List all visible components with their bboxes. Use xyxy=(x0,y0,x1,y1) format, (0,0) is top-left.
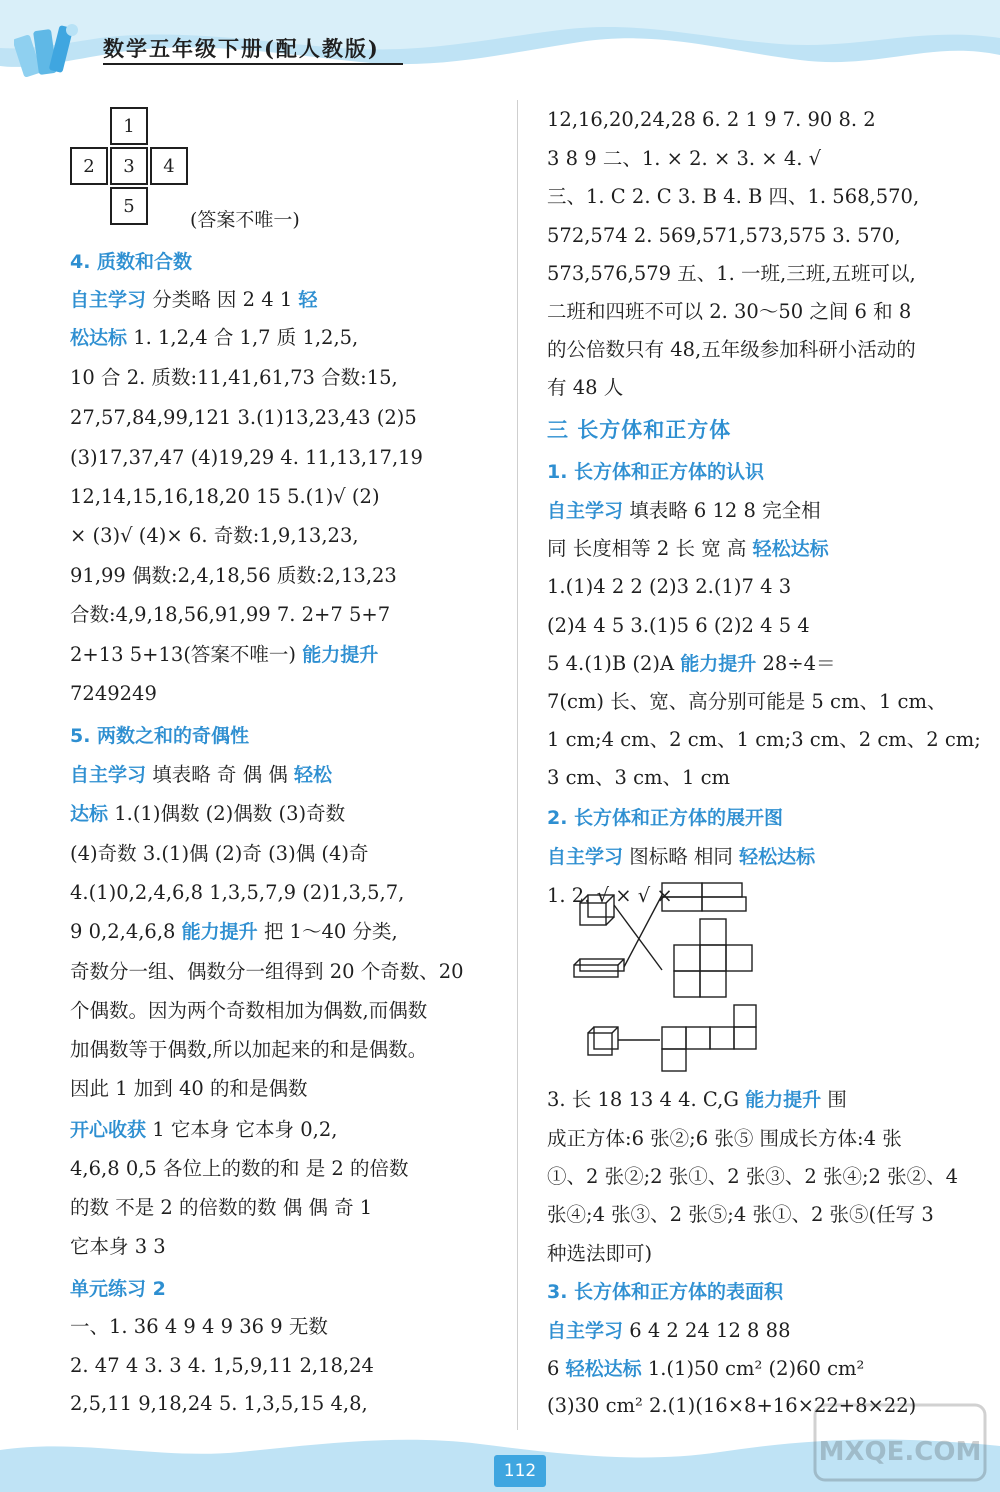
answer-line xyxy=(547,1088,847,1112)
answer-line xyxy=(547,147,821,171)
answer-text: 三、1. C 2. C 3. B 4. B 四、1. 568,570, xyxy=(547,185,920,208)
net-cell-3: 3 xyxy=(110,147,148,185)
answer-text: (4)奇数 3.(1)偶 (2)奇 (3)偶 (4)奇 xyxy=(70,842,369,865)
answer-text: (2)4 4 5 3.(1)5 6 (2)2 4 5 4 xyxy=(547,614,810,637)
answer-line xyxy=(547,806,783,830)
answer-text: 的数 不是 2 的倍数的数 偶 偶 奇 1 xyxy=(70,1196,373,1219)
answer-text: 个偶数。因为两个奇数相加为偶数,而偶数 xyxy=(70,999,428,1022)
section-keyword: 开心收获 xyxy=(70,1119,147,1141)
section-keyword: 自主学习 xyxy=(547,1320,624,1342)
header-title: 数学五年级下册(配人教版) xyxy=(103,36,380,61)
answer-text: 5 4.(1)B (2)A xyxy=(547,652,681,675)
answer-text: 2. 47 4 3. 3 4. 1,5,9,11 2,18,24 xyxy=(70,1354,374,1377)
net-cell-4: 4 xyxy=(150,147,188,185)
answer-text: 2+13 5+13(答案不唯一) xyxy=(70,643,303,666)
answer-line xyxy=(547,460,764,484)
answer-text: 围 xyxy=(821,1088,847,1111)
answer-text: 1 它本身 它本身 0,2, xyxy=(146,1118,338,1141)
answer-text: 因此 1 加到 40 的和是偶数 xyxy=(70,1077,308,1100)
net-cell-2: 2 xyxy=(70,147,108,185)
answer-text: 7249249 xyxy=(70,682,157,705)
net-cell-5: 5 xyxy=(110,187,148,225)
section-keyword: 松达标 xyxy=(70,327,128,349)
answer-line xyxy=(70,564,397,588)
answer-line xyxy=(547,418,731,443)
answer-line xyxy=(70,643,378,667)
answer-line xyxy=(547,108,876,132)
answer-text: 奇数分一组、偶数分一组得到 20 个奇数、20 xyxy=(70,960,464,983)
answer-line xyxy=(70,446,423,470)
section-keyword: 轻松达标 xyxy=(739,846,816,868)
column-divider xyxy=(517,100,518,1430)
answer-text: 3. 长 18 13 4 4. C,G xyxy=(547,1088,746,1111)
section-keyword: 轻松 xyxy=(294,764,333,786)
answer-line xyxy=(70,1157,409,1181)
answer-text: 12,14,15,16,18,20 15 5.(1)√ (2) xyxy=(70,485,380,508)
answer-text: 3 cm、3 cm、1 cm xyxy=(547,766,731,789)
answer-line xyxy=(547,766,730,790)
answer-text: ①、2 张②;2 张①、2 张③、2 张④;2 张②、4 xyxy=(547,1165,959,1188)
answer-line xyxy=(70,724,249,748)
diagram-note: (答案不唯一) xyxy=(190,209,300,231)
section-keyword: 自主学习 xyxy=(70,764,147,786)
section-keyword: 轻松达标 xyxy=(752,538,829,560)
answer-text: 3 8 9 二、1. × 2. × 3. × 4. √ xyxy=(547,147,822,170)
answer-text: 4,6,8 0,5 各位上的数的和 是 2 的倍数 xyxy=(70,1157,409,1180)
answer-line xyxy=(547,262,916,286)
section-keyword: 能力提升 xyxy=(680,653,757,675)
answer-line xyxy=(547,1127,902,1151)
section-heading: 1. 长方体和正方体的认识 xyxy=(547,461,765,483)
answer-text: 12,16,20,24,28 6. 2 1 9 7. 90 8. 2 xyxy=(547,108,876,131)
answer-line xyxy=(70,960,464,984)
section-keyword: 自主学习 xyxy=(547,846,624,868)
section-heading: 三 长方体和正方体 xyxy=(547,418,732,442)
answer-line xyxy=(70,1235,166,1259)
answer-line xyxy=(70,920,398,944)
answer-line xyxy=(70,682,157,706)
answer-line xyxy=(70,326,358,350)
answer-line xyxy=(70,288,317,312)
answer-text: 1. 1,2,4 合 1,7 质 1,2,5, xyxy=(127,326,359,349)
unfolding-matching-figure xyxy=(570,875,790,1075)
answer-text: (3)30 cm² 2.(1)(16×8+16×22+8×22) xyxy=(547,1394,917,1417)
page-number: 112 xyxy=(494,1455,546,1487)
answer-line xyxy=(70,1077,308,1101)
answer-line xyxy=(547,224,901,248)
answer-text: 把 1～40 分类, xyxy=(257,920,398,943)
answer-line xyxy=(70,1277,166,1301)
answer-text: 填表略 6 12 8 完全相 xyxy=(623,499,821,522)
answer-text: 1.(1)4 2 2 (2)3 2.(1)7 4 3 xyxy=(547,575,792,598)
answer-text: 填表略 奇 偶 偶 xyxy=(146,763,295,786)
answer-line xyxy=(547,376,623,400)
answer-line xyxy=(70,524,359,548)
section-heading: 单元练习 2 xyxy=(70,1278,166,1300)
section-heading: 5. 两数之和的奇偶性 xyxy=(70,725,250,747)
answer-text: 28÷4＝ xyxy=(756,652,836,675)
answer-text: 合数:4,9,18,56,91,99 7. 2+7 5+7 xyxy=(70,603,391,626)
answer-line xyxy=(70,1118,337,1142)
answer-line xyxy=(70,842,369,866)
answer-line xyxy=(547,575,791,599)
answer-line xyxy=(70,406,417,430)
svg-text:MXQE.COM: MXQE.COM xyxy=(818,1437,982,1467)
answer-line xyxy=(547,1203,934,1227)
answer-line xyxy=(547,537,829,561)
answer-line xyxy=(70,1038,427,1062)
section-keyword: 达标 xyxy=(70,803,109,825)
answer-text: (3)17,37,47 (4)19,29 4. 11,13,17,19 xyxy=(70,446,423,469)
answer-line xyxy=(547,652,836,676)
section-heading: 2. 长方体和正方体的展开图 xyxy=(547,807,784,829)
answer-text: 加偶数等于偶数,所以加起来的和是偶数。 xyxy=(70,1038,428,1061)
answer-text: 573,576,579 五、1. 一班,三班,五班可以, xyxy=(547,262,916,285)
books-logo-icon xyxy=(14,16,84,80)
answer-line xyxy=(547,1357,864,1381)
answer-text: 它本身 3 3 xyxy=(70,1235,166,1258)
answer-line xyxy=(70,999,427,1023)
answer-text: 4.(1)0,2,4,6,8 1,3,5,7,9 (2)1,3,5,7, xyxy=(70,881,405,904)
answer-text: × (3)√ (4)× 6. 奇数:1,9,13,23, xyxy=(70,524,359,547)
answer-line xyxy=(547,845,815,869)
cube-net-diagram xyxy=(70,107,190,227)
answer-line xyxy=(547,690,946,714)
answer-text: 6 4 2 24 12 8 88 xyxy=(623,1319,791,1342)
answer-line xyxy=(547,1280,783,1304)
section-keyword: 轻松达标 xyxy=(565,1358,642,1380)
answer-text: 的公倍数只有 48,五年级参加科研小活动的 xyxy=(547,338,916,361)
answer-text: 有 48 人 xyxy=(547,376,624,399)
answer-text: 91,99 偶数:2,4,18,56 质数:2,13,23 xyxy=(70,564,397,587)
section-keyword: 能力提升 xyxy=(745,1089,822,1111)
watermark-logo xyxy=(810,1400,990,1485)
section-keyword: 自主学习 xyxy=(547,500,624,522)
answer-line xyxy=(70,603,390,627)
section-heading: 3. 长方体和正方体的表面积 xyxy=(547,1281,784,1303)
answer-line xyxy=(547,1319,790,1343)
answer-line xyxy=(547,1165,958,1189)
answer-text: 成正方体:6 张②;6 张⑤ 围成长方体:4 张 xyxy=(547,1127,902,1150)
answer-text: 同 长度相等 2 长 宽 高 xyxy=(547,537,753,560)
answer-line xyxy=(70,485,380,509)
answer-text: 一、1. 36 4 9 4 9 36 9 无数 xyxy=(70,1315,328,1338)
answer-text: 二班和四班不可以 2. 30～50 之间 6 和 8 xyxy=(547,300,912,323)
answer-text: 7(cm) 长、宽、高分别可能是 5 cm、1 cm、 xyxy=(547,690,947,713)
answer-text: 分类略 因 2 4 1 xyxy=(146,288,299,311)
answer-line xyxy=(70,366,398,390)
section-keyword: 能力提升 xyxy=(181,921,258,943)
answer-line xyxy=(70,1196,372,1220)
answer-line xyxy=(70,881,404,905)
answer-text: 6 xyxy=(547,1357,566,1380)
answer-text: 1.(1)偶数 (2)偶数 (3)奇数 xyxy=(108,802,346,825)
answer-line xyxy=(70,1315,328,1339)
answer-line xyxy=(547,499,821,523)
section-keyword: 轻 xyxy=(298,289,318,311)
answer-line xyxy=(70,1354,374,1378)
answer-text: 10 合 2. 质数:11,41,61,73 合数:15, xyxy=(70,366,398,389)
answer-text: 9 0,2,4,6,8 xyxy=(70,920,182,943)
answer-line xyxy=(547,185,919,209)
answer-line xyxy=(70,763,332,787)
section-heading: 4. 质数和合数 xyxy=(70,251,193,273)
section-keyword: 能力提升 xyxy=(302,644,379,666)
answer-line xyxy=(547,338,916,362)
answer-line xyxy=(70,802,345,826)
net-cell-1: 1 xyxy=(110,107,148,145)
answer-text: 张④;4 张③、2 张⑤;4 张①、2 张⑤(任写 3 xyxy=(547,1203,934,1226)
section-keyword: 自主学习 xyxy=(70,289,147,311)
answer-text: 1.(1)50 cm² (2)60 cm² xyxy=(641,1357,865,1380)
answer-text: 27,57,84,99,121 3.(1)13,23,43 (2)5 xyxy=(70,406,417,429)
answer-line xyxy=(547,728,981,752)
answer-line xyxy=(547,300,911,324)
answer-line xyxy=(70,250,192,274)
answer-line xyxy=(70,1392,368,1416)
answer-line xyxy=(547,1242,652,1266)
answer-text: 1. 2. √ × √ × xyxy=(547,884,673,907)
header-rule xyxy=(103,63,403,65)
answer-text: 图标略 相同 xyxy=(623,845,740,868)
answer-text: 572,574 2. 569,571,573,575 3. 570, xyxy=(547,224,901,247)
answer-text: 1 cm;4 cm、2 cm、1 cm;3 cm、2 cm、2 cm; xyxy=(547,728,981,751)
answer-text: 2,5,11 9,18,24 5. 1,3,5,15 4,8, xyxy=(70,1392,368,1415)
answer-line xyxy=(547,614,810,638)
answer-text: 种选法即可) xyxy=(547,1242,653,1265)
